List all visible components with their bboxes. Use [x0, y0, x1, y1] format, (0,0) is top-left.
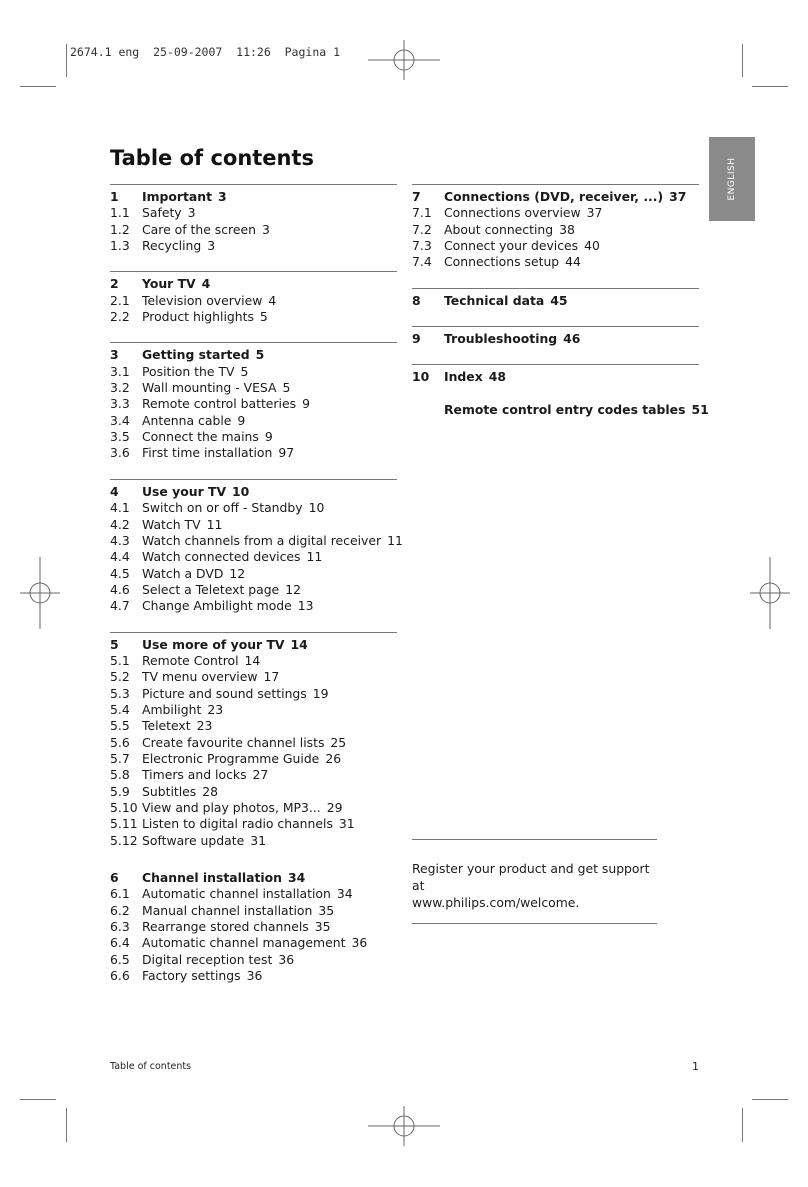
toc-entry: 3.1 Position the TV 5 — [110, 363, 249, 379]
toc-section-heading: 3 Getting started 5 — [110, 347, 265, 363]
toc-entry: 3.3 Remote control batteries 9 — [110, 396, 310, 412]
toc-entry: 5.9 Subtitles 28 — [110, 783, 219, 799]
toc-section — [110, 479, 403, 615]
toc-entry: 3.5 Connect the mains 9 — [110, 429, 273, 445]
toc-entry: 4.5 Watch a DVD 12 — [110, 565, 246, 581]
toc-section — [412, 364, 709, 418]
toc-section — [110, 271, 397, 325]
crop-mark — [66, 1108, 67, 1142]
toc-entry: 4.7 Change Ambilight mode 13 — [110, 598, 314, 614]
toc-entry: 5.7 Electronic Programme Guide 26 — [110, 750, 342, 766]
toc-entry: 7.4 Connections setup 44 — [412, 254, 581, 270]
toc-entry: 5.8 Timers and locks 27 — [110, 767, 269, 783]
page-number: 1 — [692, 1060, 699, 1073]
toc-entry: 6.4 Automatic channel management 36 — [110, 935, 368, 951]
toc-right-column — [412, 184, 709, 435]
toc-entry: 4.3 Watch channels from a digital receiver 11 — [110, 532, 403, 548]
registration-mark-icon — [364, 1086, 444, 1166]
toc-entry: 4.1 Switch on or off - Standby 10 — [110, 500, 325, 516]
toc-section — [110, 184, 397, 254]
toc-entry: 5.3 Picture and sound settings 19 — [110, 685, 329, 701]
toc-entry: 7.1 Connections overview 37 — [412, 205, 603, 221]
crop-mark — [752, 86, 788, 87]
toc-entry: 4.6 Select a Teletext page 12 — [110, 581, 301, 597]
toc-section — [412, 184, 699, 271]
toc-entry: 1.2 Care of the screen 3 — [110, 221, 270, 237]
registration-mark-icon — [730, 553, 808, 633]
toc-entry: 5.4 Ambilight 23 — [110, 701, 224, 717]
registration-mark-icon — [364, 20, 444, 100]
page-title: Table of contents — [110, 146, 315, 170]
toc-entry: 4.2 Watch TV 11 — [110, 516, 223, 532]
toc-section — [110, 632, 397, 849]
toc-entry: 7.2 About connecting 38 — [412, 221, 575, 237]
crop-mark — [752, 1099, 788, 1100]
language-tab-label: ENGLISH — [727, 157, 737, 201]
toc-entry: 4.4 Watch connected devices 11 — [110, 549, 323, 565]
toc-entry: 5.6 Create favourite channel lists 25 — [110, 734, 347, 750]
toc-section — [110, 866, 397, 984]
toc-section-heading: 4 Use your TV 10 — [110, 483, 250, 499]
toc-entry: 6.6 Factory settings 36 — [110, 968, 263, 984]
toc-entry: 1.3 Recycling 3 — [110, 238, 216, 254]
toc-entry: 6.2 Manual channel installation 35 — [110, 902, 335, 918]
toc-entry: 5.11 Listen to digital radio channels 31 — [110, 816, 355, 832]
register-notice — [412, 839, 657, 924]
toc-entry: 5.5 Teletext 23 — [110, 718, 213, 734]
toc-entry: 5.2 TV menu overview 17 — [110, 669, 280, 685]
crop-mark — [66, 44, 67, 77]
toc-entry: 6.1 Automatic channel installation 34 — [110, 886, 353, 902]
toc-section-heading: 5 Use more of your TV 14 — [110, 636, 308, 652]
footer-label: Table of contents — [110, 1061, 192, 1072]
language-tab — [709, 137, 755, 221]
toc-entry: 2.1 Television overview 4 — [110, 292, 277, 308]
toc-entry: 5.12 Software update 31 — [110, 832, 266, 848]
toc-section — [412, 326, 699, 347]
toc-section-heading: 6 Channel installation 34 — [110, 870, 306, 886]
toc-section-heading: 9 Troubleshooting 46 — [412, 331, 581, 347]
toc-section-heading: Remote control entry codes tables 51 — [444, 401, 709, 417]
register-text: Register your product and get support at — [412, 861, 650, 893]
toc-entry: 3.2 Wall mounting - VESA 5 — [110, 380, 291, 396]
toc-section — [412, 288, 699, 309]
toc-entry: 5.10 View and play photos, MP3... 29 — [110, 800, 343, 815]
toc-section-heading: 2 Your TV 4 — [110, 276, 211, 292]
toc-entry: 6.5 Digital reception test 36 — [110, 951, 295, 967]
toc-entry: 3.4 Antenna cable 9 — [110, 412, 246, 428]
crop-mark — [20, 1099, 56, 1100]
toc-left-column — [110, 184, 403, 1001]
register-url: www.philips.com/welcome. — [412, 895, 580, 910]
crop-mark — [20, 86, 56, 87]
toc-section-heading: 7 Connections (DVD, receiver, ...) 37 — [412, 189, 687, 204]
toc-entry: 3.6 First time installation 97 — [110, 445, 295, 461]
toc-entry: 7.3 Connect your devices 40 — [412, 238, 600, 254]
crop-mark — [742, 44, 743, 77]
crop-mark — [742, 1108, 743, 1142]
toc-entry: 6.3 Rearrange stored channels 35 — [110, 919, 331, 935]
toc-entry: 1.1 Safety 3 — [110, 205, 196, 221]
toc-section-heading: 8 Technical data 45 — [412, 292, 568, 308]
toc-section-heading: 1 Important 3 — [110, 189, 227, 204]
toc-entry: 5.1 Remote Control 14 — [110, 652, 261, 668]
toc-section-heading: 10 Index 48 — [412, 369, 506, 385]
toc-section — [110, 342, 397, 461]
toc-entry: 2.2 Product highlights 5 — [110, 309, 268, 325]
print-slug: 2674.1 eng 25-09-2007 11:26 Pagina 1 — [70, 45, 341, 59]
registration-mark-icon — [0, 553, 80, 633]
